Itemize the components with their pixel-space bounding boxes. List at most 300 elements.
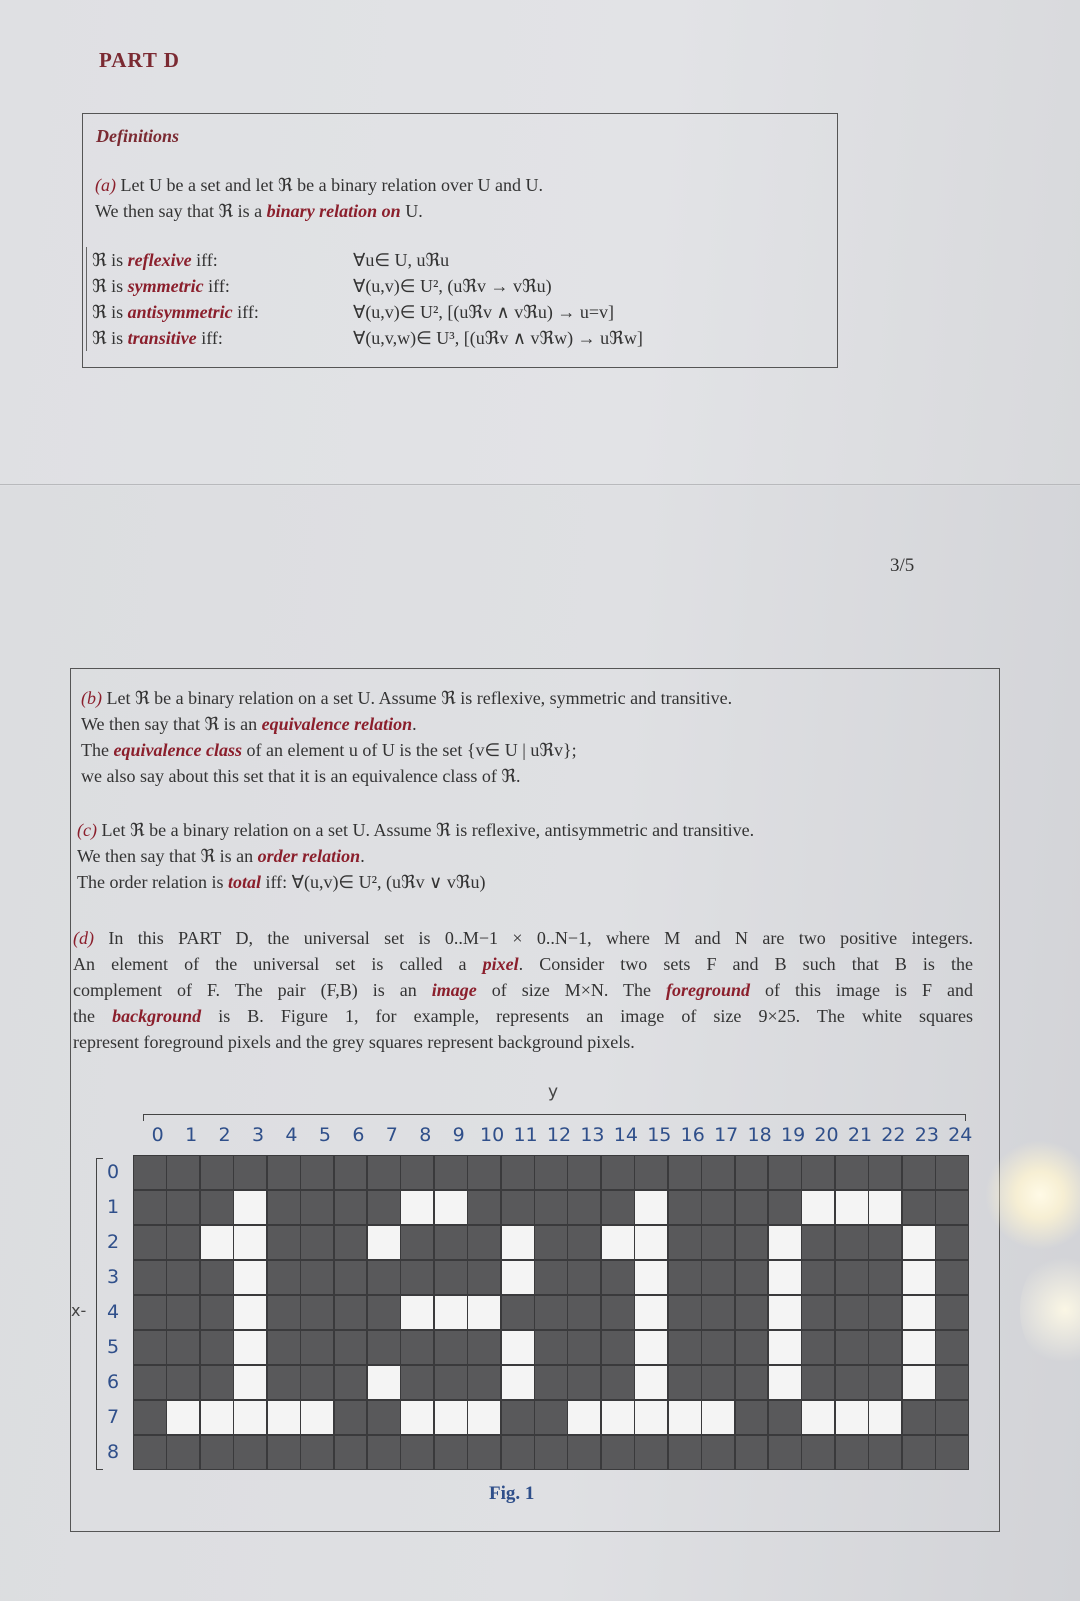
- formula-symmetric: ∀(u,v)∈ U², (uℜv → vℜu): [353, 276, 552, 296]
- background-pixel: [669, 1191, 701, 1224]
- x-tick-label: 0: [106, 1160, 120, 1183]
- background-pixel: [167, 1366, 199, 1399]
- def-term: symmetric: [127, 276, 204, 296]
- x-tick-label: 2: [106, 1230, 120, 1253]
- foreground-pixel: [602, 1401, 634, 1434]
- foreground-pixel: [635, 1401, 667, 1434]
- background-pixel: [268, 1436, 300, 1469]
- foreground-pixel: [435, 1191, 467, 1224]
- background-pixel: [502, 1436, 534, 1469]
- definitions-title: Definitions: [96, 126, 180, 146]
- background-pixel: [167, 1331, 199, 1364]
- a-term: binary relation on: [266, 201, 401, 221]
- background-pixel: [869, 1436, 901, 1469]
- foreground-pixel: [368, 1226, 400, 1259]
- background-pixel: [702, 1191, 734, 1224]
- background-pixel: [201, 1261, 233, 1294]
- background-pixel: [669, 1156, 701, 1189]
- b-line4: we also say about this set that it is an equivalence class of ℜ.: [81, 766, 521, 786]
- foreground-pixel: [903, 1296, 935, 1329]
- background-pixel: [936, 1296, 968, 1329]
- background-pixel: [568, 1191, 600, 1224]
- background-pixel: [301, 1366, 333, 1399]
- formula-reflexive: ∀u∈ U, uℜu: [353, 250, 450, 270]
- foreground-pixel: [268, 1401, 300, 1434]
- foreground-pixel: [234, 1296, 266, 1329]
- background-pixel: [435, 1331, 467, 1364]
- background-pixel: [435, 1226, 467, 1259]
- background-pixel: [836, 1366, 868, 1399]
- background-pixel: [401, 1156, 433, 1189]
- foreground-pixel: [669, 1401, 701, 1434]
- x-tick-label: 4: [106, 1300, 120, 1323]
- background-pixel: [201, 1436, 233, 1469]
- y-tick-label: 21: [847, 1124, 873, 1146]
- d-l4-post: is B. Figure 1, for example, represents an image of size 9×25. The white squares: [218, 1006, 974, 1026]
- foreground-pixel: [836, 1401, 868, 1434]
- def-term: antisymmetric: [127, 302, 233, 322]
- background-pixel: [368, 1331, 400, 1364]
- page-divider: [0, 484, 1080, 485]
- top-page: [0, 0, 1080, 486]
- foreground-pixel: [769, 1366, 801, 1399]
- background-pixel: [669, 1226, 701, 1259]
- background-pixel: [468, 1366, 500, 1399]
- background-pixel: [468, 1436, 500, 1469]
- background-pixel: [736, 1366, 768, 1399]
- x-tick-label: 5: [106, 1335, 120, 1358]
- background-pixel: [836, 1156, 868, 1189]
- background-pixel: [669, 1366, 701, 1399]
- foreground-pixel: [502, 1226, 534, 1259]
- foreground-pixel: [234, 1366, 266, 1399]
- a-line2-post: U.: [405, 201, 423, 221]
- foreground-pixel: [502, 1261, 534, 1294]
- x-tick-label: 8: [106, 1440, 120, 1463]
- background-pixel: [802, 1261, 834, 1294]
- x-label-text: x: [71, 1301, 81, 1320]
- b-line2-pre: We then say that ℜ is an: [81, 714, 258, 734]
- y-tick-label: 24: [948, 1124, 973, 1146]
- background-pixel: [736, 1296, 768, 1329]
- background-pixel: [401, 1331, 433, 1364]
- d-l2-post: . Consider two sets F and B such that B is the: [518, 954, 973, 974]
- foreground-pixel: [368, 1366, 400, 1399]
- y-tick-label: 11: [513, 1124, 538, 1146]
- background-pixel: [669, 1261, 701, 1294]
- foreground-pixel: [468, 1401, 500, 1434]
- background-pixel: [836, 1261, 868, 1294]
- background-pixel: [401, 1261, 433, 1294]
- background-pixel: [635, 1436, 667, 1469]
- background-pixel: [936, 1331, 968, 1364]
- def-pre: ℜ is: [92, 250, 124, 270]
- background-pixel: [167, 1296, 199, 1329]
- def-post: iff:: [201, 328, 223, 348]
- background-pixel: [268, 1156, 300, 1189]
- y-tick-label: 15: [647, 1124, 672, 1146]
- foreground-pixel: [234, 1331, 266, 1364]
- b-term-equivalence-relation: equivalence relation: [261, 714, 413, 734]
- background-pixel: [535, 1156, 567, 1189]
- background-pixel: [335, 1296, 367, 1329]
- background-pixel: [268, 1331, 300, 1364]
- background-pixel: [869, 1296, 901, 1329]
- definitions-box: [82, 113, 838, 368]
- d-l4-pre: the: [73, 1006, 95, 1026]
- background-pixel: [602, 1366, 634, 1399]
- foreground-pixel: [635, 1226, 667, 1259]
- b-line3-post: of an element u of U is the set {v∈ U | uℜv};: [246, 740, 577, 760]
- d-line1: [73, 925, 973, 951]
- background-pixel: [335, 1261, 367, 1294]
- background-pixel: [602, 1436, 634, 1469]
- background-pixel: [802, 1296, 834, 1329]
- foreground-pixel: [869, 1191, 901, 1224]
- background-pixel: [802, 1226, 834, 1259]
- background-pixel: [535, 1226, 567, 1259]
- background-pixel: [301, 1191, 333, 1224]
- background-pixel: [335, 1366, 367, 1399]
- background-pixel: [936, 1191, 968, 1224]
- background-pixel: [234, 1436, 266, 1469]
- part-title: PART D: [99, 48, 180, 72]
- y-tick-label: 5: [318, 1124, 331, 1146]
- foreground-pixel: [836, 1191, 868, 1224]
- background-pixel: [468, 1156, 500, 1189]
- y-tick-label: 2: [218, 1124, 231, 1146]
- background-pixel: [702, 1296, 734, 1329]
- y-tick-label: 18: [747, 1124, 772, 1146]
- background-pixel: [769, 1436, 801, 1469]
- background-pixel: [635, 1156, 667, 1189]
- c-term-total: total: [227, 872, 261, 892]
- x-tick-label: 3: [106, 1265, 120, 1288]
- def-pre: ℜ is: [92, 302, 124, 322]
- background-pixel: [167, 1261, 199, 1294]
- def-term: transitive: [127, 328, 197, 348]
- y-tick-label: 16: [680, 1124, 705, 1146]
- background-pixel: [769, 1191, 801, 1224]
- definition-b: [81, 685, 732, 789]
- background-pixel: [502, 1156, 534, 1189]
- foreground-pixel: [234, 1191, 266, 1224]
- d-line4: [73, 1003, 973, 1029]
- background-pixel: [736, 1191, 768, 1224]
- y-tick-label: 3: [251, 1124, 265, 1146]
- background-pixel: [268, 1366, 300, 1399]
- background-pixel: [702, 1331, 734, 1364]
- background-pixel: [836, 1296, 868, 1329]
- background-pixel: [134, 1436, 166, 1469]
- label-a: (a): [95, 175, 116, 195]
- def-post: iff:: [208, 276, 230, 296]
- foreground-pixel: [301, 1401, 333, 1434]
- y-tick-label: 20: [814, 1124, 839, 1146]
- background-pixel: [201, 1366, 233, 1399]
- background-pixel: [134, 1366, 166, 1399]
- background-pixel: [535, 1436, 567, 1469]
- background-pixel: [134, 1331, 166, 1364]
- y-tick-label: 7: [385, 1124, 398, 1146]
- x-axis-label: x-: [71, 1301, 87, 1320]
- b-line2-post: .: [412, 714, 417, 734]
- background-pixel: [736, 1401, 768, 1434]
- y-tick-label: 17: [714, 1124, 739, 1146]
- c-line2-post: .: [360, 846, 365, 866]
- def-post: iff:: [237, 302, 259, 322]
- background-pixel: [903, 1191, 935, 1224]
- background-pixel: [201, 1156, 233, 1189]
- d-term-foreground: foreground: [666, 980, 751, 1000]
- background-pixel: [702, 1366, 734, 1399]
- y-tick-label: 13: [580, 1124, 605, 1146]
- x-tick-label: 7: [106, 1405, 120, 1428]
- background-pixel: [535, 1261, 567, 1294]
- background-pixel: [736, 1156, 768, 1189]
- foreground-pixel: [635, 1296, 667, 1329]
- background-pixel: [936, 1401, 968, 1434]
- def-term: reflexive: [127, 250, 192, 270]
- y-tick-label: 4: [285, 1124, 298, 1146]
- background-pixel: [468, 1226, 500, 1259]
- formula-antisymmetric: ∀(u,v)∈ U², [(uℜv ∧ vℜu) → u=v]: [353, 302, 614, 322]
- background-pixel: [669, 1331, 701, 1364]
- background-pixel: [134, 1191, 166, 1224]
- background-pixel: [602, 1296, 634, 1329]
- background-pixel: [468, 1331, 500, 1364]
- c-line2-pre: We then say that ℜ is an: [77, 846, 254, 866]
- background-pixel: [368, 1261, 400, 1294]
- background-pixel: [802, 1156, 834, 1189]
- y-axis-ticks: [140, 1124, 973, 1150]
- background-pixel: [502, 1296, 534, 1329]
- background-pixel: [936, 1261, 968, 1294]
- background-pixel: [301, 1261, 333, 1294]
- label-c: (c): [77, 820, 97, 840]
- d-l2-pre: An element of the universal set is called a: [73, 954, 467, 974]
- y-axis-label: y: [548, 1082, 559, 1102]
- background-pixel: [268, 1296, 300, 1329]
- background-pixel: [368, 1436, 400, 1469]
- background-pixel: [134, 1401, 166, 1434]
- background-pixel: [869, 1156, 901, 1189]
- background-pixel: [869, 1226, 901, 1259]
- foreground-pixel: [635, 1261, 667, 1294]
- background-pixel: [335, 1331, 367, 1364]
- background-pixel: [368, 1401, 400, 1434]
- background-pixel: [802, 1366, 834, 1399]
- c-line1: Let ℜ be a binary relation on a set U. Assume ℜ is reflexive, antisymmetric and transitive.: [101, 820, 755, 840]
- pixel-image-grid: [133, 1155, 969, 1470]
- a-line1: Let U be a set and let ℜ be a binary relation over U and U.: [120, 175, 543, 195]
- foreground-pixel: [401, 1191, 433, 1224]
- background-pixel: [568, 1366, 600, 1399]
- background-pixel: [602, 1156, 634, 1189]
- foreground-pixel: [435, 1296, 467, 1329]
- background-pixel: [669, 1296, 701, 1329]
- background-pixel: [869, 1366, 901, 1399]
- background-pixel: [568, 1261, 600, 1294]
- background-pixel: [502, 1191, 534, 1224]
- background-pixel: [435, 1156, 467, 1189]
- foreground-pixel: [635, 1191, 667, 1224]
- background-pixel: [468, 1191, 500, 1224]
- foreground-pixel: [769, 1296, 801, 1329]
- background-pixel: [936, 1156, 968, 1189]
- figure-caption: Fig. 1: [489, 1483, 535, 1504]
- background-pixel: [268, 1191, 300, 1224]
- definition-d: [73, 925, 973, 1055]
- background-pixel: [903, 1156, 935, 1189]
- background-pixel: [167, 1156, 199, 1189]
- background-pixel: [903, 1401, 935, 1434]
- y-tick-label: 12: [546, 1124, 572, 1146]
- background-pixel: [301, 1331, 333, 1364]
- background-pixel: [602, 1191, 634, 1224]
- foreground-pixel: [869, 1401, 901, 1434]
- background-pixel: [535, 1331, 567, 1364]
- background-pixel: [602, 1331, 634, 1364]
- background-pixel: [568, 1156, 600, 1189]
- b-term-equivalence-class: equivalence class: [113, 740, 242, 760]
- background-pixel: [435, 1436, 467, 1469]
- foreground-pixel: [502, 1366, 534, 1399]
- y-tick-label: 22: [881, 1124, 906, 1146]
- background-pixel: [736, 1226, 768, 1259]
- background-pixel: [435, 1366, 467, 1399]
- foreground-pixel: [702, 1401, 734, 1434]
- background-pixel: [769, 1401, 801, 1434]
- foreground-pixel: [802, 1401, 834, 1434]
- background-pixel: [568, 1296, 600, 1329]
- foreground-pixel: [201, 1226, 233, 1259]
- foreground-pixel: [903, 1226, 935, 1259]
- background-pixel: [736, 1261, 768, 1294]
- background-pixel: [167, 1436, 199, 1469]
- foreground-pixel: [401, 1296, 433, 1329]
- foreground-pixel: [769, 1331, 801, 1364]
- background-pixel: [301, 1156, 333, 1189]
- d-term-image: image: [431, 980, 477, 1000]
- background-pixel: [201, 1191, 233, 1224]
- definition-a: [95, 172, 543, 224]
- background-pixel: [936, 1436, 968, 1469]
- a-line2-pre: We then say that ℜ is a: [95, 201, 263, 221]
- background-pixel: [468, 1261, 500, 1294]
- d-l3-post: of this image is F and: [765, 980, 974, 1000]
- x-tick-label: 1: [106, 1195, 120, 1218]
- background-pixel: [268, 1261, 300, 1294]
- background-pixel: [736, 1331, 768, 1364]
- background-pixel: [368, 1156, 400, 1189]
- foreground-pixel: [234, 1261, 266, 1294]
- d-term-background: background: [112, 1006, 202, 1026]
- background-pixel: [802, 1331, 834, 1364]
- def-pre: ℜ is: [92, 328, 124, 348]
- foreground-pixel: [635, 1366, 667, 1399]
- x-tick-label: 6: [106, 1370, 120, 1393]
- background-pixel: [802, 1436, 834, 1469]
- background-pixel: [568, 1436, 600, 1469]
- background-pixel: [568, 1331, 600, 1364]
- formulas-column: [353, 247, 643, 351]
- y-tick-label: 1: [185, 1124, 198, 1146]
- y-tick-label: 10: [480, 1124, 505, 1146]
- y-tick-label: 14: [613, 1124, 638, 1146]
- background-pixel: [134, 1226, 166, 1259]
- background-pixel: [936, 1226, 968, 1259]
- background-pixel: [702, 1156, 734, 1189]
- background-pixel: [702, 1226, 734, 1259]
- d-l3-mid: of size M×N. The: [491, 980, 652, 1000]
- background-pixel: [167, 1191, 199, 1224]
- background-pixel: [535, 1366, 567, 1399]
- background-pixel: [401, 1366, 433, 1399]
- foreground-pixel: [635, 1331, 667, 1364]
- label-b: (b): [81, 688, 102, 708]
- background-pixel: [134, 1156, 166, 1189]
- background-pixel: [335, 1436, 367, 1469]
- foreground-pixel: [201, 1401, 233, 1434]
- b-line3-pre: The: [81, 740, 109, 760]
- background-pixel: [869, 1331, 901, 1364]
- background-pixel: [301, 1226, 333, 1259]
- background-pixel: [702, 1261, 734, 1294]
- c-term-order-relation: order relation: [257, 846, 361, 866]
- background-pixel: [134, 1261, 166, 1294]
- background-pixel: [903, 1436, 935, 1469]
- background-pixel: [401, 1226, 433, 1259]
- background-pixel: [134, 1296, 166, 1329]
- background-pixel: [368, 1191, 400, 1224]
- background-pixel: [836, 1226, 868, 1259]
- foreground-pixel: [802, 1191, 834, 1224]
- foreground-pixel: [234, 1401, 266, 1434]
- background-pixel: [401, 1436, 433, 1469]
- d-line5: represent foreground pixels and the grey squares represent background pixels.: [73, 1032, 635, 1052]
- y-tick-label: 8: [419, 1124, 432, 1146]
- c-line3-post: iff: ∀(u,v)∈ U², (uℜv ∨ vℜu): [265, 872, 486, 892]
- d-line3: [73, 977, 973, 1003]
- foreground-pixel: [401, 1401, 433, 1434]
- background-pixel: [335, 1401, 367, 1434]
- foreground-pixel: [468, 1296, 500, 1329]
- y-tick-label: 23: [914, 1124, 939, 1146]
- y-tick-label: 9: [452, 1124, 465, 1146]
- formula-transitive: ∀(u,v,w)∈ U³, [(uℜv ∧ vℜw) → uℜw]: [353, 328, 643, 348]
- background-pixel: [836, 1331, 868, 1364]
- background-pixel: [335, 1191, 367, 1224]
- background-pixel: [201, 1296, 233, 1329]
- foreground-pixel: [435, 1401, 467, 1434]
- background-pixel: [335, 1156, 367, 1189]
- background-pixel: [301, 1296, 333, 1329]
- page-number: 3/5: [890, 555, 915, 576]
- foreground-pixel: [903, 1261, 935, 1294]
- label-d: (d): [73, 928, 94, 948]
- def-post: iff:: [196, 250, 218, 270]
- background-pixel: [335, 1226, 367, 1259]
- definition-c: [77, 817, 754, 895]
- y-axis-bracket: [143, 1114, 966, 1121]
- background-pixel: [936, 1366, 968, 1399]
- background-pixel: [736, 1436, 768, 1469]
- background-pixel: [535, 1296, 567, 1329]
- d-l3-pre: complement of F. The pair (F,B) is an: [73, 980, 417, 1000]
- background-pixel: [535, 1191, 567, 1224]
- background-pixel: [201, 1331, 233, 1364]
